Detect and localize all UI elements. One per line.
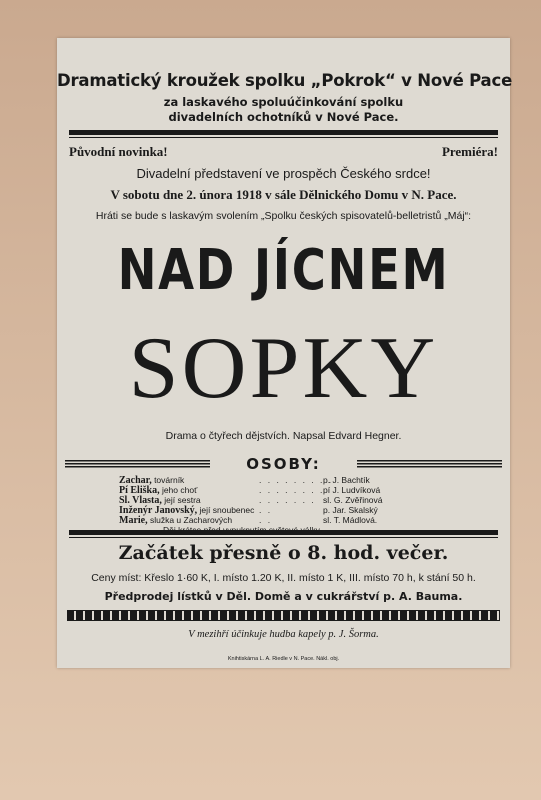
poster-header-line3: divadelních ochotníků v Nové Pace. <box>168 110 399 124</box>
benefit-line: Divadelní představení ve prospěch Českého srdce! <box>136 166 431 181</box>
cast-heading: OSOBY: <box>246 455 321 473</box>
novelty-label: Původní novinka! <box>69 144 168 159</box>
cast-role-name: Inženýr Janovský, <box>119 505 198 516</box>
play-subtitle: Drama o čtyřech dějstvích. Napsal Edvard Hegner. <box>165 430 402 442</box>
cast-heading-bar <box>65 455 502 473</box>
permission-line: Hráti se bude s laskavým svolením „Spolku českých spisovatelů-belletristů „Máj“: <box>95 210 472 222</box>
cast-row <box>119 475 459 485</box>
cast-role-desc: její snoubenec <box>197 505 255 515</box>
ticket-prices: Ceny míst: Křeslo 1·60 K, I. místo 1.20 K, II. místo 1 K, III. místo 70 h, k stání 50 h. <box>91 572 476 584</box>
premiere-label: Premiéra! <box>441 144 498 159</box>
divider-top-thin <box>69 137 498 138</box>
cast-row <box>119 485 459 495</box>
play-title-line2: SOPKY <box>128 320 439 417</box>
cast-dots: . . <box>259 505 273 515</box>
start-time: Začátek přesně o 8. hod. večer. <box>118 542 449 564</box>
cast-row <box>119 505 459 515</box>
cast-actor: sl. G. Zvěřinová <box>323 495 383 505</box>
cast-actor: p. Jar. Skalský <box>323 505 378 515</box>
play-title-line1: NAD JÍCNEM <box>117 238 450 303</box>
cast-role-name: Sl. Vlasta, <box>119 495 162 506</box>
cast-row <box>119 515 459 525</box>
date-place-line: V sobotu dne 2. února 1918 v sále Dělnického Domu v N. Pace. <box>110 187 457 202</box>
cast-role-desc: služka u Zacharových <box>147 515 233 525</box>
cast-dots: . . . . . . . . . <box>259 475 334 485</box>
cast-dots: . . <box>259 515 273 525</box>
cast-role-name: Pí Eliška, <box>119 485 160 496</box>
cast-dots: . . . . . . . <box>259 495 316 505</box>
cast-actor: p. J. Bachtík <box>323 475 370 485</box>
decorative-border <box>67 610 500 621</box>
cast-dots: . . . . . . . . <box>259 485 325 495</box>
cast-list <box>119 475 459 535</box>
cast-role-desc: jeho choť <box>159 485 198 495</box>
cast-role-name: Zachar, <box>119 475 152 486</box>
music-note: V mezihří účinkuje hudba kapely p. J. Šorma. <box>188 629 379 640</box>
divider-middle <box>69 530 498 535</box>
cast-role-name: Marie, <box>119 515 148 526</box>
theatre-poster <box>57 38 513 668</box>
cast-role-desc: továrník <box>151 475 185 485</box>
printer-imprint: Knihtiskárna L. A. Riedle v N. Pace. Nákl. obj. <box>227 656 340 662</box>
cast-actor: sl. T. Mádlová. <box>323 515 378 525</box>
cast-row <box>119 495 459 505</box>
divider-top <box>69 130 498 135</box>
poster-header-line2: za laskavého spoluúčinkování spolku <box>163 95 404 109</box>
cast-role-desc: její sestra <box>161 495 201 505</box>
poster-header-title: Dramatický kroužek spolku „Pokrok“ v Nové Pace <box>57 71 513 90</box>
divider-middle-thin <box>69 537 498 538</box>
cast-actor: pí J. Ludvíková <box>323 485 381 495</box>
presale-info: Předprodej lístků v Děl. Domě a v cukrářství p. A. Bauma. <box>104 590 463 603</box>
